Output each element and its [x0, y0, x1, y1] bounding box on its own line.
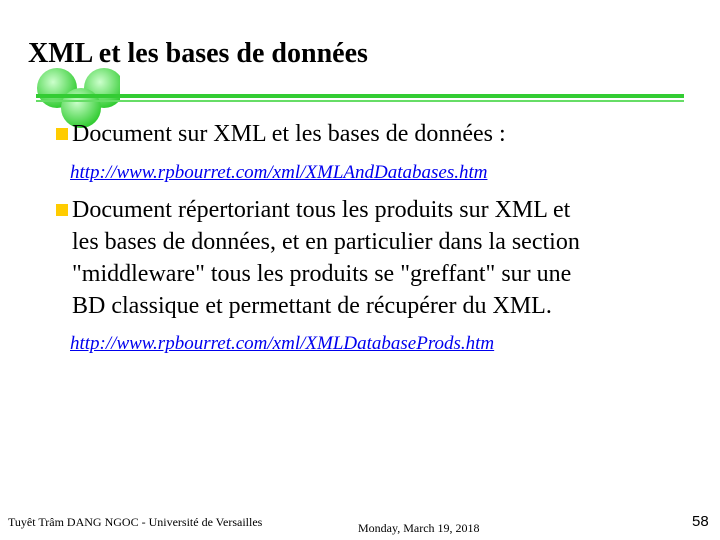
slide-title: XML et les bases de données — [28, 38, 368, 69]
bullet-2-line-4: BD classique et permettant de récupérer du XML. — [72, 293, 552, 319]
bullet-1-line-1: Document sur XML et les bases de données : — [72, 121, 506, 147]
bullet-2-line-1: Document répertoriant tous les produits sur XML et — [72, 197, 571, 223]
footer-author: Tuyêt Trâm DANG NGOC - Université de Versailles — [8, 515, 263, 529]
bullet-2-text — [72, 194, 580, 322]
bullet-marker-2 — [56, 204, 68, 216]
title-divider — [36, 94, 684, 98]
bullet-2-line-2: les bases de données, et en particulier dans la section — [72, 229, 580, 255]
footer-date: Monday, March 19, 2018 — [358, 521, 480, 535]
bullet-1-text — [72, 118, 506, 150]
link-xml-and-databases[interactable]: http://www.rpbourret.com/xml/XMLAndDatabases.htm — [70, 162, 488, 183]
bullet-marker-1 — [56, 128, 68, 140]
bullet-2-line-3: "middleware" tous les produits se "greffant" sur une — [72, 261, 572, 287]
title-divider-thin — [36, 100, 684, 102]
link-xml-database-prods[interactable]: http://www.rpbourret.com/xml/XMLDatabaseProds.htm — [70, 333, 495, 354]
slide-number: 58 — [692, 513, 709, 530]
